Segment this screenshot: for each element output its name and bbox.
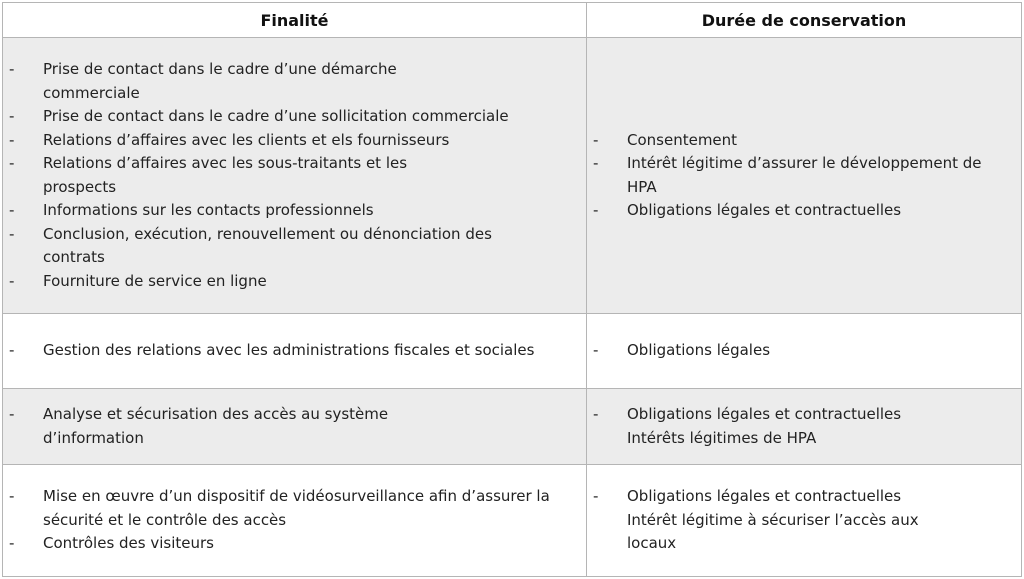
list-item: - Consentement <box>593 130 738 149</box>
header-row <box>3 3 1022 38</box>
table-row <box>3 465 1022 577</box>
table-row <box>3 389 1022 465</box>
list-item: Intérêts légitimes de HPA <box>627 428 817 447</box>
list-item: - Prise de contact dans le cadre d’une démarche commerciale <box>9 60 397 102</box>
list-item: - Relations d’affaires avec les sous-traitants et les prospects <box>9 154 408 196</box>
duree-cell <box>587 389 1022 465</box>
table-row <box>3 38 1022 314</box>
list-item: - Prise de contact dans le cadre d’une sollicitation commerciale <box>9 107 509 125</box>
list-item: Intérêt légitime à sécuriser l’accès aux locaux <box>627 510 919 553</box>
finalite-cell <box>3 389 587 465</box>
list-item: - Obligations légales et contractuelles <box>593 487 902 506</box>
finalite-cell <box>3 314 587 389</box>
list-item: - Intérêt légitime d’assurer le développement de HPA <box>593 154 982 196</box>
list-item: - Relations d’affaires avec les clients et els fournisseurs <box>9 130 450 149</box>
list-item: - Conclusion, exécution, renouvellement ou dénonciation des contrats <box>9 224 492 266</box>
list-item: - Gestion des relations avec les administrations fiscales et sociales <box>9 341 535 360</box>
duree-cell <box>587 465 1022 577</box>
list-item: - Obligations légales et contractuelles <box>593 201 902 219</box>
table-row <box>3 314 1022 389</box>
list-item: - Mise en œuvre d’un dispositif de vidéosurveillance afin d’assurer la sécurité et le contrôle des accès <box>9 487 550 529</box>
list-item: - Informations sur les contacts professionnels <box>9 201 374 219</box>
list-item: - Fourniture de service en ligne <box>9 271 267 290</box>
header-duree: Durée de conservation <box>587 3 1022 38</box>
list-item: - Obligations légales et contractuelles <box>593 405 902 423</box>
finalite-cell <box>3 465 587 577</box>
list-item: - Obligations légales <box>593 341 771 360</box>
data-retention-table <box>2 2 1022 577</box>
duree-cell <box>587 314 1022 389</box>
header-finalite: Finalité <box>3 3 587 38</box>
finalite-cell <box>3 38 587 314</box>
list-item: - Contrôles des visiteurs <box>9 534 214 553</box>
list-item: - Analyse et sécurisation des accès au système d’information <box>9 405 389 447</box>
duree-cell <box>587 38 1022 314</box>
